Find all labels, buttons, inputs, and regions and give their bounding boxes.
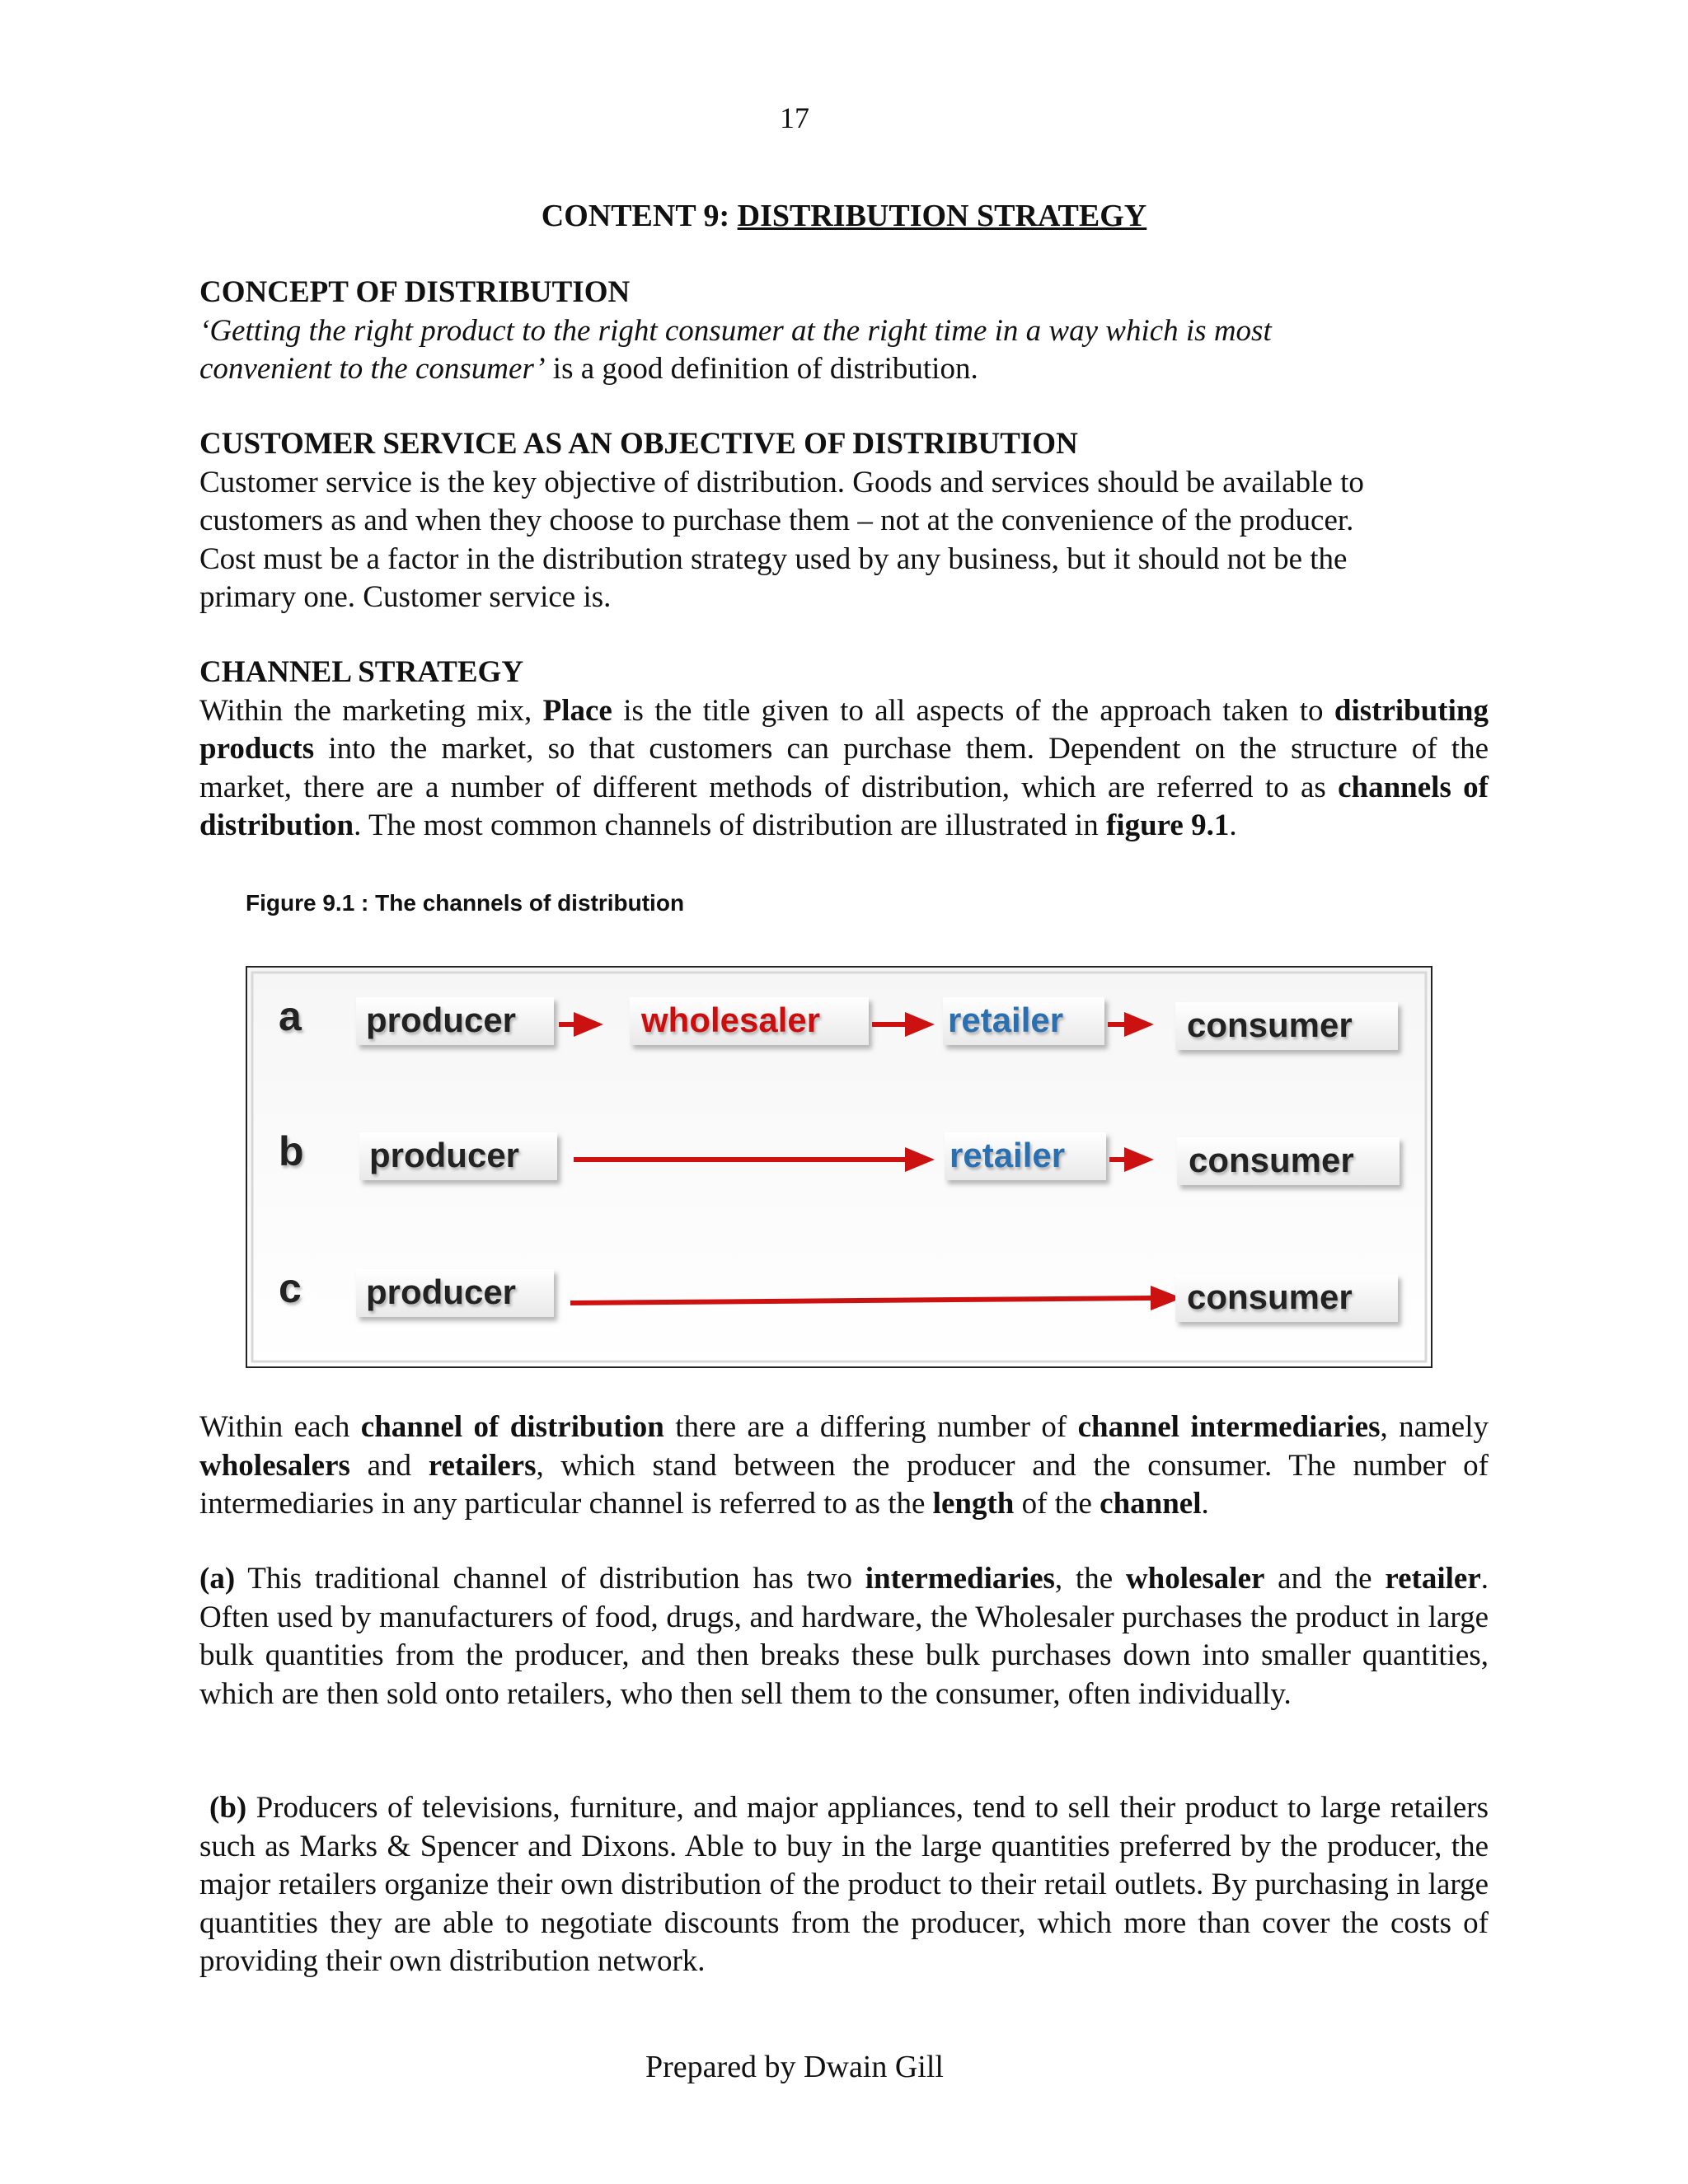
channel-strategy-paragraph: Within the marketing mix, Place is the title given to all aspects of the approach taken to distributing products into the market, so that customers can purchase them. Dependent on the structure of the market, there are a number of different methods of distribution, which are referred to as channels of distribution. The most common channels of distribution are illustrated in figure 9.1. — [199, 693, 1489, 842]
quote-line-1: ‘Getting the right product to the right consumer at the right time in a way which is most — [199, 313, 1272, 348]
channels-figure — [246, 966, 1432, 1368]
footer: Prepared by Dwain Gill — [645, 2050, 944, 2084]
wholesaler-label-a: wholesaler — [641, 1001, 821, 1039]
paragraph-b: (b) Producers of televisions, furniture, and major appliances, tend to sell their product to large retailers such as Marks & Spencer and Dixons. Able to buy in the large quantities preferred by the producer, the major retailers organize their own distribution of the product to their retail outlets. By purchasing in large quantities they are able to negotiate discounts from the producer, which more than cover the costs of providing their own distribution network. — [199, 1791, 1489, 1978]
paragraph-a: (a) This traditional channel of distribution has two intermediaries, the wholesaler and the retailer. Often used by manufacturers of food, drugs, and hardware, the Wholesaler purchases the product in large bulk quantities from the producer, and then breaks these bulk purchases down into smaller quantities, which are then sold onto retailers, who then sell them to the consumer, often individually. — [199, 1562, 1489, 1711]
producer-label-c: producer — [366, 1272, 517, 1311]
producer-label-a: producer — [366, 1001, 517, 1039]
section-concept — [199, 274, 1489, 389]
consumer-label-a: consumer — [1187, 1005, 1353, 1044]
title-underlined: DISTRIBUTION STRATEGY — [737, 199, 1147, 233]
customer-service-line-4: primary one. Customer service is. — [199, 580, 612, 614]
row-letter-b: b — [279, 1128, 304, 1174]
consumer-label-b: consumer — [1189, 1141, 1354, 1179]
figure-caption: Figure 9.1 : The channels of distribution — [246, 890, 685, 916]
title-prefix: CONTENT 9: — [541, 199, 738, 233]
row-letter-c: c — [279, 1265, 302, 1311]
heading-channel-strategy: CHANNEL STRATEGY — [199, 655, 524, 689]
intermediaries-paragraph: Within each channel of distribution there are a differing number of channel intermediaries, namely wholesalers and retailers, which stand between the producer and the consumer. The number of intermediaries in any particular channel is referred to as the length of the channel. — [199, 1410, 1489, 1521]
consumer-label-c: consumer — [1187, 1277, 1353, 1316]
customer-service-line-2: customers as and when they choose to purchase them – not at the convenience of the producer. — [199, 504, 1354, 537]
section-customer-service — [199, 425, 1489, 617]
customer-service-line-1: Customer service is the key objective of distribution. Goods and services should be available to — [199, 465, 1364, 499]
row-letter-a: a — [279, 993, 302, 1039]
retailer-label-b: retailer — [950, 1136, 1066, 1174]
customer-service-line-3: Cost must be a factor in the distribution strategy used by any business, but it should not be the — [199, 541, 1348, 576]
page-number: 17 — [780, 101, 809, 134]
heading-customer-service: CUSTOMER SERVICE AS AN OBJECTIVE OF DISTRIBUTION — [199, 427, 1078, 461]
heading-concept: CONCEPT OF DISTRIBUTION — [199, 275, 631, 309]
producer-label-b: producer — [369, 1136, 520, 1174]
page-title — [0, 198, 1688, 234]
section-channel-strategy — [199, 654, 1489, 846]
quote-line-2: convenient to the consumer’ is a good definition of distribution. — [199, 352, 978, 386]
retailer-label-a: retailer — [948, 1001, 1064, 1039]
